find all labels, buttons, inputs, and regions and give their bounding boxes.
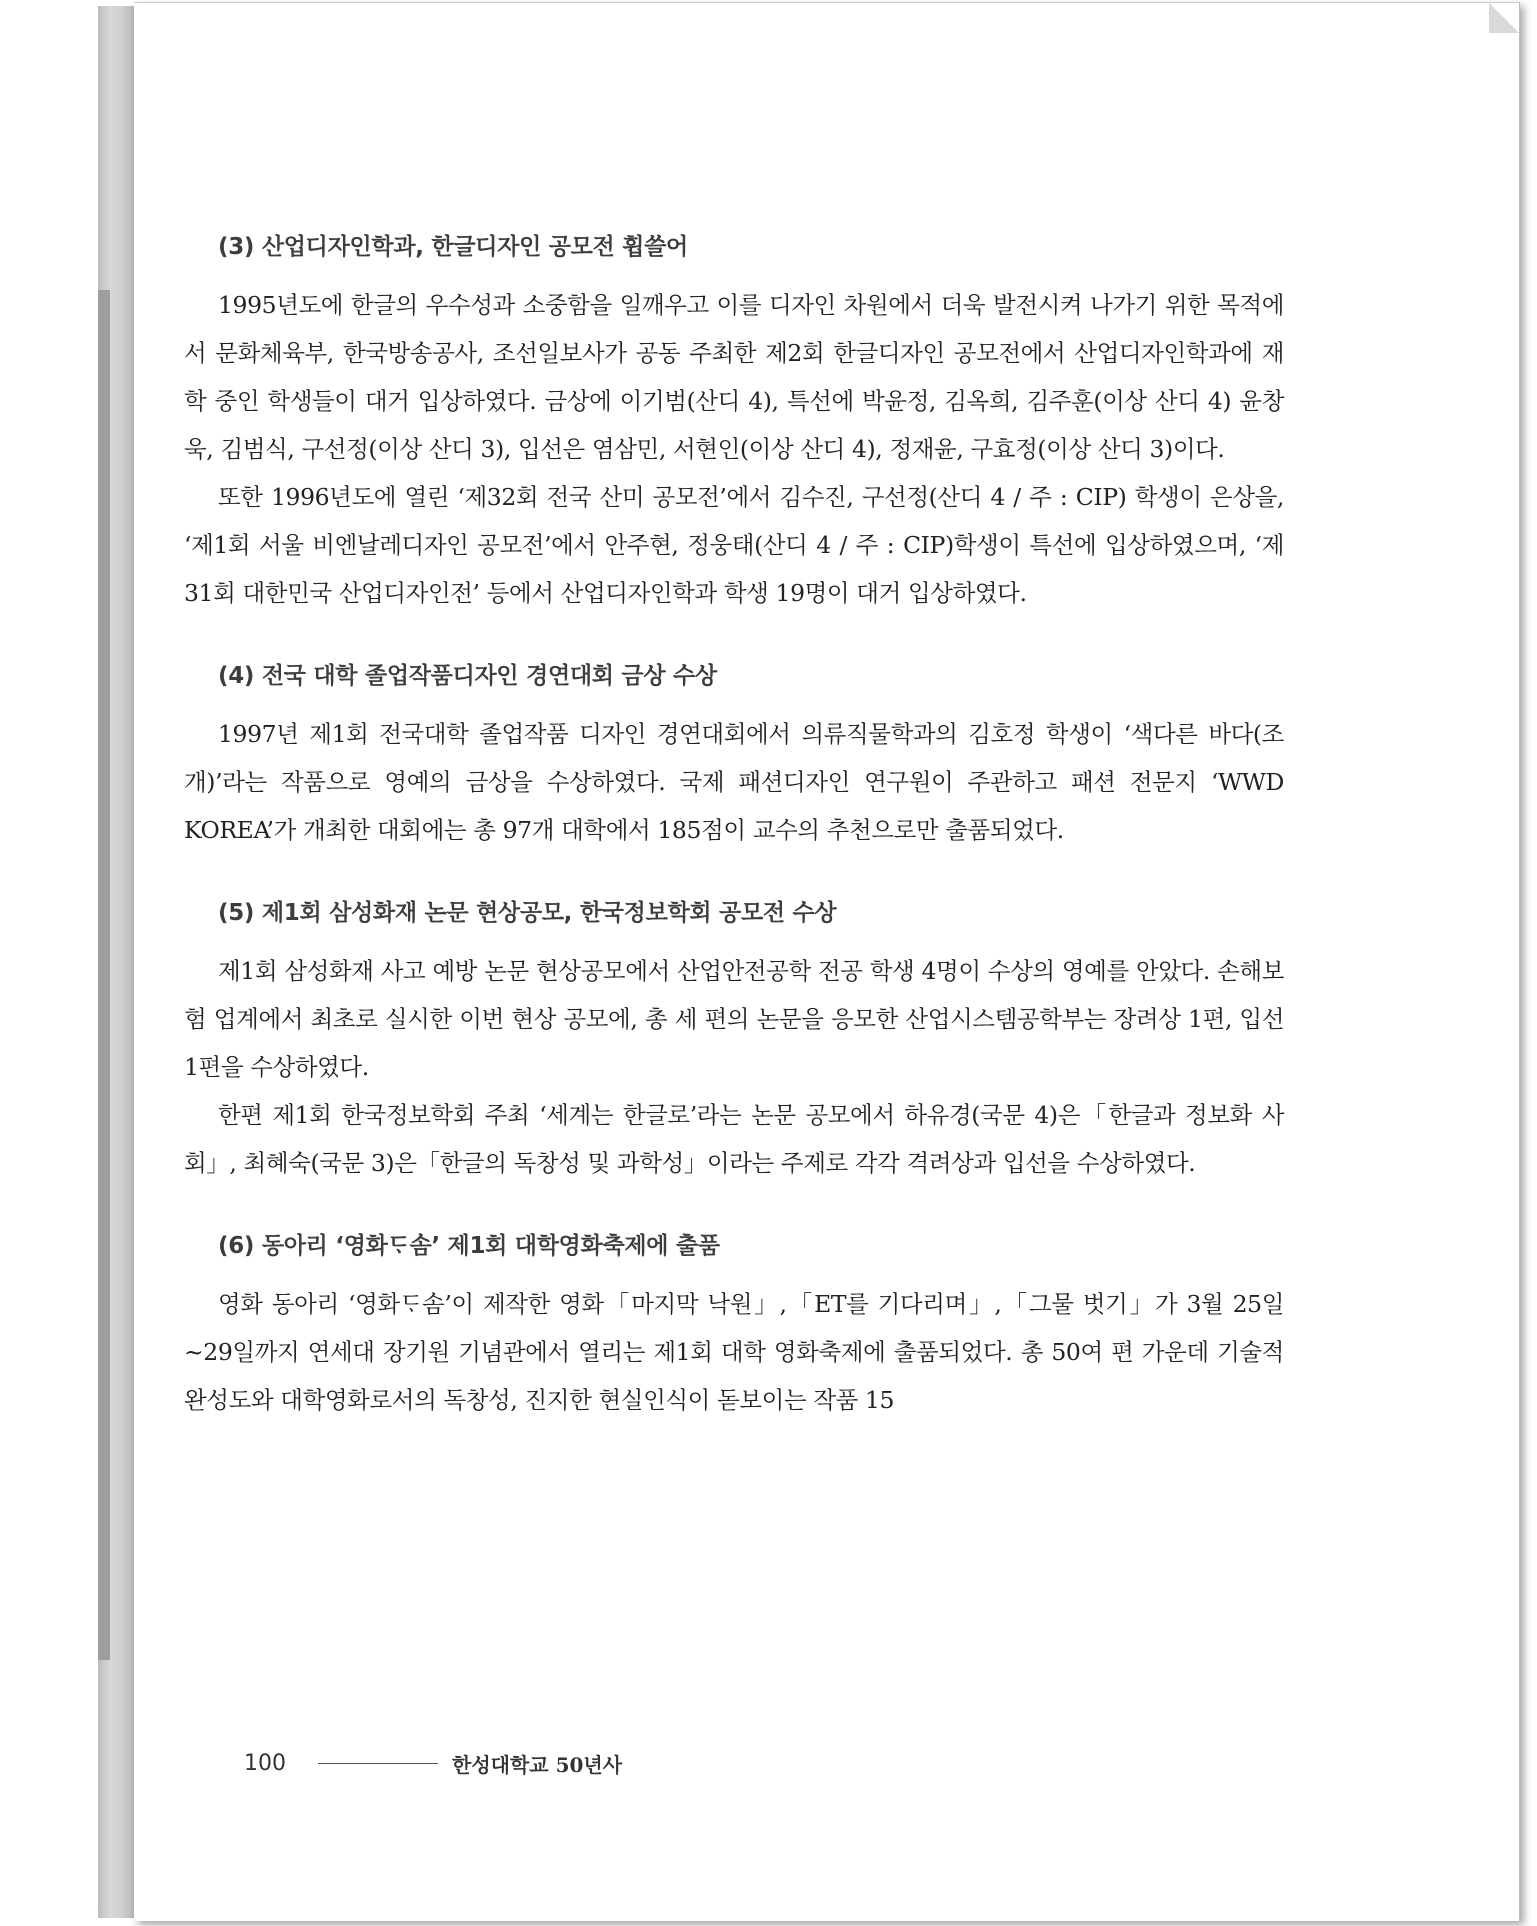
page-number: 100: [244, 1750, 286, 1776]
page-footer: [244, 1748, 622, 1778]
section-4: [184, 657, 1284, 854]
book-edge-shadow: [98, 290, 110, 1660]
section-heading: (6) 동아리 ‘영화ᄃᆞ솜’ 제1회 대학영화축제에 출품: [218, 1233, 720, 1259]
paragraph: 영화 동아리 ‘영화ᄃᆞ솜’이 제작한 영화「마지막 낙원」,「ET를 기다리며」,「그물 벗기」가 3월 25일~29일까지 연세대 장기원 기념관에서 열리는 제1회 대학 영화축제에 출품되었다. 총 50여 편 가운데 기술적 완성도와 대학영화로서의 독창성, 진지한 현실인식이 돋보이는 작품 15: [184, 1290, 1284, 1414]
section-3: [184, 228, 1284, 617]
paragraph: 1995년도에 한글의 우수성과 소중함을 일깨우고 이를 디자인 차원에서 더욱 발전시켜 나가기 위한 목적에서 문화체육부, 한국방송공사, 조선일보사가 공동 주최한 제2회 한글디자인 공모전에서 산업디자인학과에 재학 중인 학생들이 대거 입상하였다. 금상에 이기범(산디 4), 특선에 박윤정, 김옥희, 김주훈(이상 산디 4) 윤창욱, 김범식, 구선정(이상 산디 3), 입선은 염삼민, 서현인(이상 산디 4), 정재윤, 구효정(이상 산디 3)이다.: [184, 291, 1284, 463]
section-heading: (3) 산업디자인학과, 한글디자인 공모전 휩쓸어: [218, 234, 688, 260]
section-6: [184, 1227, 1284, 1424]
paragraph: 또한 1996년도에 열린 ‘제32회 전국 산미 공모전’에서 김수진, 구선정(산디 4 / 주 : CIP) 학생이 은상을, ‘제1회 서울 비엔날레디자인 공모전’에서 안주현, 정웅태(산디 4 / 주 : CIP)학생이 특선에 입상하였으며, ‘제31회 대한민국 산업디자인전’ 등에서 산업디자인학과 학생 19명이 대거 입상하였다.: [184, 483, 1284, 607]
section-heading: (5) 제1회 삼성화재 논문 현상공모, 한국정보학회 공모전 수상: [218, 900, 837, 926]
paragraph: 한편 제1회 한국정보학회 주최 ‘세계는 한글로’라는 논문 공모에서 하유경(국문 4)은「한글과 정보화 사회」, 최혜숙(국문 3)은「한글의 독창성 및 과학성」이라는 주제로 각각 격려상과 입선을 수상하였다.: [184, 1101, 1284, 1177]
section-heading: (4) 전국 대학 졸업작품디자인 경연대회 금상 수상: [218, 663, 717, 689]
paragraph: 제1회 삼성화재 사고 예방 논문 현상공모에서 산업안전공학 전공 학생 4명이 수상의 영예를 안았다. 손해보험 업계에서 최초로 실시한 이번 현상 공모에, 총 세 편의 논문을 응모한 산업시스템공학부는 장려상 1편, 입선 1편을 수상하였다.: [184, 957, 1284, 1081]
page-fold-corner: [1489, 3, 1519, 33]
footer-rule: [318, 1763, 438, 1764]
section-5: [184, 894, 1284, 1187]
book-title: 한성대학교 50년사: [452, 1752, 623, 1777]
paragraph: 1997년 제1회 전국대학 졸업작품 디자인 경연대회에서 의류직물학과의 김호정 학생이 ‘색다른 바다(조개)’라는 작품으로 영예의 금상을 수상하였다. 국제 패션디자인 연구원이 주관하고 패션 전문지 ‘WWD KOREA’가 개최한 대회에는 총 97개 대학에서 185점이 교수의 추천으로만 출품되었다.: [184, 720, 1284, 844]
page-content: [184, 228, 1284, 1464]
